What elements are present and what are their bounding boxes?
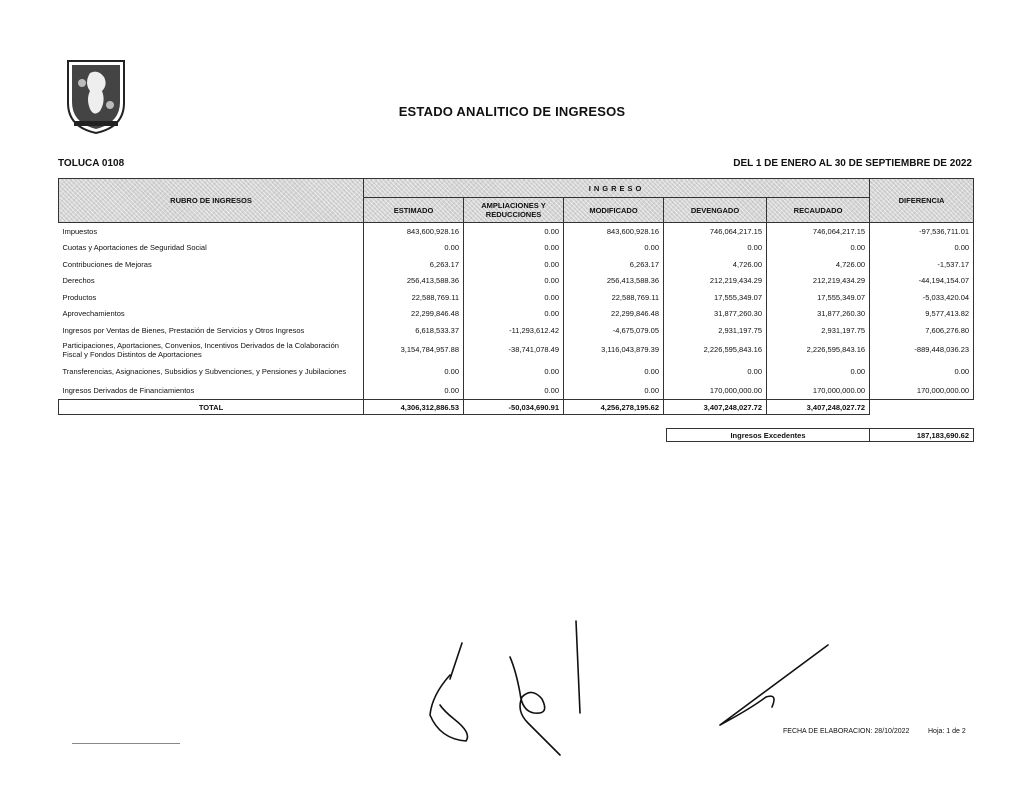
cell-ampliaciones: 0.00 <box>464 223 564 240</box>
header-modificado: MODIFICADO <box>564 198 664 223</box>
cell-estimado: 0.00 <box>364 361 464 383</box>
row-label: Ingresos Derivados de Financiamientos <box>59 383 364 400</box>
page-number: Hoja: 1 de 2 <box>928 728 966 735</box>
cell-ampliaciones: 0.00 <box>464 273 564 290</box>
cell-ampliaciones: -38,741,078.49 <box>464 339 564 361</box>
cell-devengado: 2,931,197.75 <box>664 322 767 339</box>
document-title: ESTADO ANALITICO DE INGRESOS <box>398 104 626 119</box>
income-analysis-table <box>58 178 974 415</box>
cell-modificado: 22,299,846.48 <box>564 306 664 323</box>
cell-devengado: 212,219,434.29 <box>664 273 767 290</box>
cell-ampliaciones: 0.00 <box>464 256 564 273</box>
cell-recaudado: 4,726.00 <box>767 256 870 273</box>
total-modificado: 4,256,278,195.62 <box>564 400 664 415</box>
total-label: TOTAL <box>59 400 364 415</box>
cell-diferencia: -5,033,420.04 <box>870 289 974 306</box>
cell-modificado: 6,263.17 <box>564 256 664 273</box>
cell-estimado: 0.00 <box>364 240 464 257</box>
cell-diferencia: -97,536,711.01 <box>870 223 974 240</box>
cell-devengado: 2,226,595,843.16 <box>664 339 767 361</box>
cell-modificado: 3,116,043,879.39 <box>564 339 664 361</box>
total-diferencia-empty <box>870 400 974 415</box>
cell-diferencia: 0.00 <box>870 361 974 383</box>
cell-devengado: 31,877,260.30 <box>664 306 767 323</box>
header-ingreso-group: INGRESO <box>364 179 870 198</box>
municipal-seal-logo <box>60 55 132 135</box>
cell-devengado: 17,555,349.07 <box>664 289 767 306</box>
row-label: Contribuciones de Mejoras <box>62 259 152 269</box>
cell-recaudado: 212,219,434.29 <box>767 273 870 290</box>
cell-devengado: 0.00 <box>664 361 767 383</box>
cell-recaudado: 170,000,000.00 <box>767 383 870 400</box>
cell-estimado: 6,618,533.37 <box>364 322 464 339</box>
excess-value: 187,183,690.62 <box>870 429 974 442</box>
cell-ampliaciones: 0.00 <box>464 383 564 400</box>
cell-devengado: 0.00 <box>664 240 767 257</box>
total-recaudado: 3,407,248,027.72 <box>767 400 870 415</box>
cell-modificado: 843,600,928.16 <box>564 223 664 240</box>
elaboration-date: FECHA DE ELABORACION: 28/10/2022 <box>783 728 910 735</box>
entity-name: TOLUCA 0108 <box>58 158 125 169</box>
cell-recaudado: 2,931,197.75 <box>767 322 870 339</box>
cell-estimado: 0.00 <box>364 383 464 400</box>
row-label: Productos <box>62 292 97 302</box>
cell-devengado: 170,000,000.00 <box>664 383 767 400</box>
handwritten-signatures <box>410 615 830 765</box>
cell-recaudado: 2,226,595,843.16 <box>767 339 870 361</box>
row-label: Participaciones, Aportaciones, Convenios, Incentivos Derivados de la Colaboración Fiscal y Fondos Distintos de Aportaciones <box>62 340 339 359</box>
cell-diferencia: 7,606,276.80 <box>870 322 974 339</box>
cell-recaudado: 0.00 <box>767 240 870 257</box>
cell-recaudado: 0.00 <box>767 361 870 383</box>
cell-diferencia: 0.00 <box>870 240 974 257</box>
header-recaudado: RECAUDADO <box>767 198 870 223</box>
cell-modificado: 0.00 <box>564 240 664 257</box>
cell-diferencia: 170,000,000.00 <box>870 383 974 400</box>
header-diferencia: DIFERENCIA <box>870 179 974 223</box>
cell-diferencia: 9,577,413.82 <box>870 306 974 323</box>
cell-modificado: 256,413,588.36 <box>564 273 664 290</box>
row-label: Impuestos <box>62 226 98 236</box>
cell-estimado: 22,588,769.11 <box>364 289 464 306</box>
excess-label: Ingresos Excedentes <box>667 429 870 442</box>
row-label: Derechos <box>62 276 95 286</box>
cell-recaudado: 746,064,217.15 <box>767 223 870 240</box>
cell-ampliaciones: 0.00 <box>464 306 564 323</box>
total-devengado: 3,407,248,027.72 <box>664 400 767 415</box>
cell-diferencia: -44,194,154.07 <box>870 273 974 290</box>
total-ampliaciones: -50,034,690.91 <box>464 400 564 415</box>
cell-modificado: -4,675,079.05 <box>564 322 664 339</box>
header-estimado: ESTIMADO <box>364 198 464 223</box>
cell-ampliaciones: 0.00 <box>464 240 564 257</box>
total-estimado: 4,306,312,886.53 <box>364 400 464 415</box>
row-label: Aprovechamientos <box>62 309 125 319</box>
cell-recaudado: 17,555,349.07 <box>767 289 870 306</box>
header-rubro: RUBRO DE INGRESOS <box>59 179 364 223</box>
excess-income-summary <box>666 428 974 442</box>
header-devengado: DEVENGADO <box>664 198 767 223</box>
cell-recaudado: 31,877,260.30 <box>767 306 870 323</box>
row-label: Ingresos por Ventas de Bienes, Prestación de Servicios y Otros Ingresos <box>62 325 305 335</box>
cell-modificado: 22,588,769.11 <box>564 289 664 306</box>
footer-divider <box>72 743 180 744</box>
row-label: Transferencias, Asignaciones, Subsidios y Subvenciones, y Pensiones y Jubilaciones <box>62 367 347 376</box>
cell-diferencia: -1,537.17 <box>870 256 974 273</box>
cell-ampliaciones: -11,293,612.42 <box>464 322 564 339</box>
cell-diferencia: -889,448,036.23 <box>870 339 974 361</box>
cell-estimado: 256,413,588.36 <box>364 273 464 290</box>
cell-ampliaciones: 0.00 <box>464 361 564 383</box>
report-period: DEL 1 DE ENERO AL 30 DE SEPTIEMBRE DE 2022 <box>733 158 972 169</box>
cell-estimado: 843,600,928.16 <box>364 223 464 240</box>
cell-modificado: 0.00 <box>564 361 664 383</box>
cell-devengado: 746,064,217.15 <box>664 223 767 240</box>
cell-devengado: 4,726.00 <box>664 256 767 273</box>
cell-estimado: 22,299,846.48 <box>364 306 464 323</box>
header-ampliaciones: AMPLIACIONES Y REDUCCIONES <box>464 198 564 223</box>
cell-estimado: 3,154,784,957.88 <box>364 339 464 361</box>
cell-estimado: 6,263.17 <box>364 256 464 273</box>
cell-modificado: 0.00 <box>564 383 664 400</box>
row-label: Cuotas y Aportaciones de Seguridad Social <box>62 243 207 253</box>
cell-ampliaciones: 0.00 <box>464 289 564 306</box>
